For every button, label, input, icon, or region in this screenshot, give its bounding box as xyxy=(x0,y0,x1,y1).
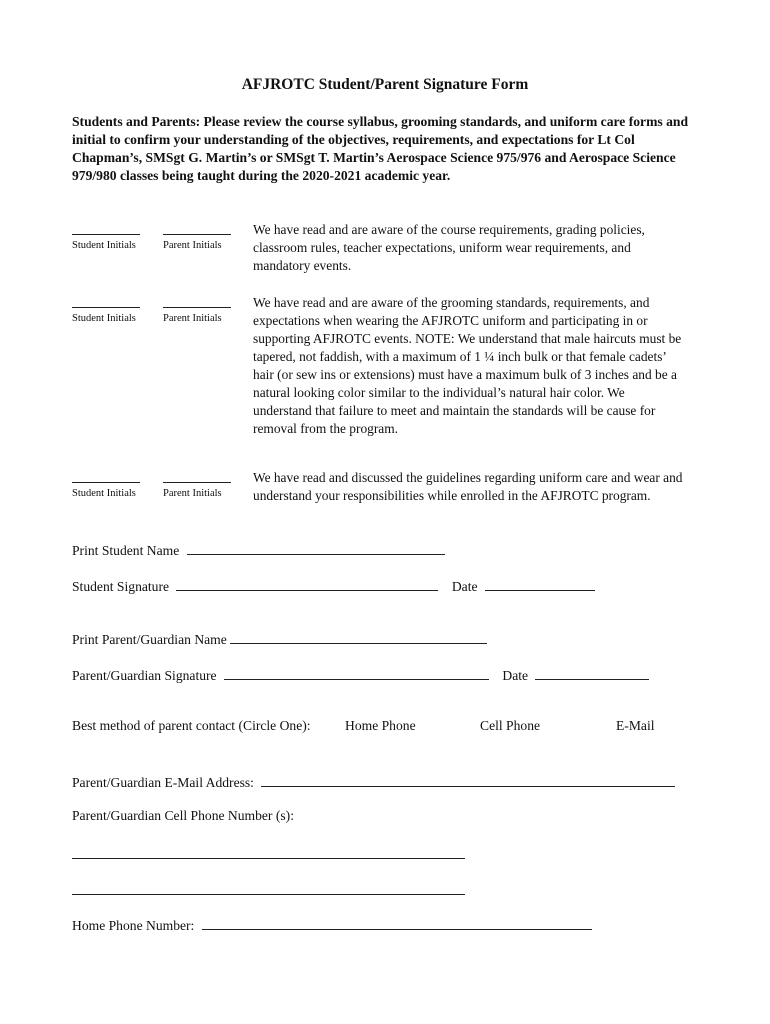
print-student-name-line[interactable] xyxy=(187,540,445,555)
print-student-name-row xyxy=(72,540,445,559)
parent-signature-row xyxy=(72,665,649,684)
student-signature-row xyxy=(72,576,595,595)
parent-initials-field[interactable] xyxy=(163,224,231,251)
student-initials-label: Student Initials xyxy=(72,313,136,324)
parent-cell-label: Parent/Guardian Cell Phone Number (s): xyxy=(72,808,294,823)
print-parent-name-label: Print Parent/Guardian Name xyxy=(72,632,227,647)
parent-signature-line[interactable] xyxy=(224,665,489,680)
contact-option-cell-phone[interactable]: Cell Phone xyxy=(480,718,541,733)
home-phone-line[interactable] xyxy=(202,915,592,930)
parent-cell-line-1[interactable] xyxy=(72,858,465,859)
acknowledgement-text: We have read and are aware of the course requirements, grading policies, classroom rules, teacher expectations, uniform wear requirements, and mandatory events. xyxy=(253,222,645,273)
parent-email-row xyxy=(72,772,675,791)
student-date-label: Date xyxy=(451,579,478,594)
parent-initials-label: Parent Initials xyxy=(163,313,222,324)
contact-method-prompt: Best method of parent contact (Circle One): xyxy=(72,718,311,733)
student-initials-field[interactable] xyxy=(72,224,140,251)
parent-initials-label: Parent Initials xyxy=(163,240,222,251)
uniform-acknowledgement-text: We have read and discussed the guidelines regarding uniform care and wear and understand your responsibilities while enrolled in the AFJROTC program. xyxy=(253,470,683,503)
contact-option-home-phone[interactable]: Home Phone xyxy=(345,718,416,733)
student-initials-label: Student Initials xyxy=(72,240,136,251)
parent-date-label: Date xyxy=(502,668,529,683)
form-title: AFJROTC Student/Parent Signature Form xyxy=(241,76,529,93)
parent-date-line[interactable] xyxy=(535,665,649,680)
grooming-acknowledgement-text: We have read and are aware of the grooming standards, requirements, and expectations when wearing the AFJROTC uniform and participating in or supporting AFJROTC events. NOTE: We understand that male haircuts must be tapered, not faddish, with a maximum of 1 ¼ inch bulk or that female cadets’ hair (or sew ins or extensions) must have a maximum bulk of 3 inches and be a natural looking color similar to the individual’s natural hair color. We understand that failure to meet and maintain the standards will be cause for removal from the program. xyxy=(253,295,682,436)
contact-option-email[interactable]: E-Mail xyxy=(616,718,655,733)
intro-paragraph: Students and Parents: Please review the course syllabus, grooming standards, and uniform care forms and initial to confirm your understanding of the objectives, requirements, and expectations for Lt Col Chapman’s, SMSgt G. Martin’s or SMSgt T. Martin’s Aerospace Science 975/976 and Aerospace Science 979/980 classes being taught during the 2020-2021 academic year. xyxy=(72,114,689,183)
student-initials-field[interactable] xyxy=(72,297,140,324)
student-signature-line[interactable] xyxy=(176,576,438,591)
home-phone-row xyxy=(72,915,592,934)
parent-email-label: Parent/Guardian E-Mail Address: xyxy=(72,775,254,790)
parent-initials-field[interactable] xyxy=(163,472,231,499)
parent-cell-line-2[interactable] xyxy=(72,894,465,895)
student-initials-label: Student Initials xyxy=(72,488,136,499)
parent-email-line[interactable] xyxy=(261,772,675,787)
print-parent-name-row xyxy=(72,629,487,648)
parent-initials-label: Parent Initials xyxy=(163,488,222,499)
home-phone-label: Home Phone Number: xyxy=(72,918,195,933)
print-parent-name-line[interactable] xyxy=(230,629,487,644)
student-initials-field[interactable] xyxy=(72,472,140,499)
student-signature-label: Student Signature xyxy=(72,579,170,594)
parent-initials-field[interactable] xyxy=(163,297,231,324)
parent-signature-label: Parent/Guardian Signature xyxy=(72,668,217,683)
print-student-name-label: Print Student Name xyxy=(72,543,180,558)
student-date-line[interactable] xyxy=(485,576,595,591)
